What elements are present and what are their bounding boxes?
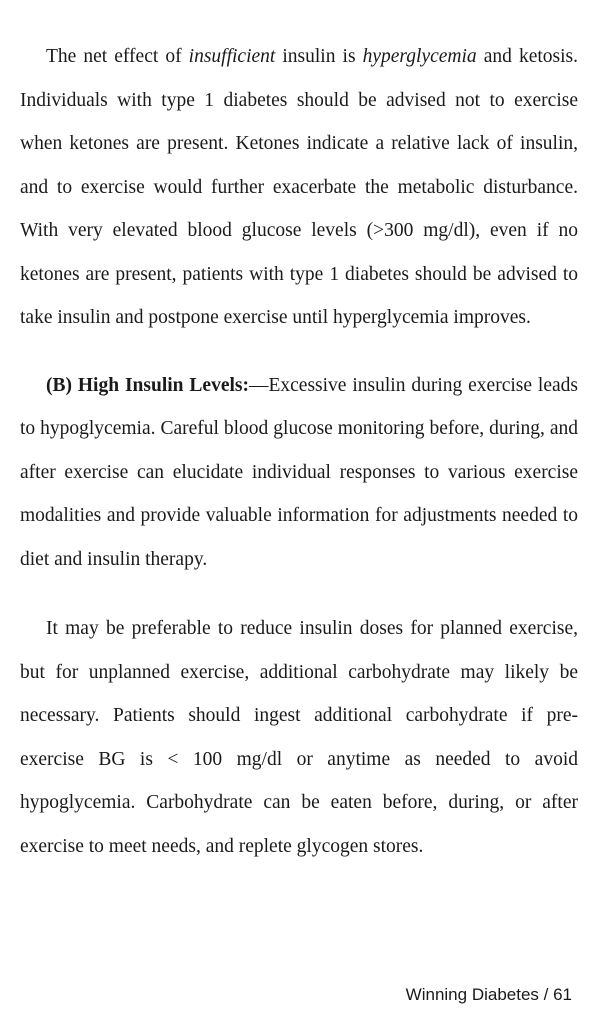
paragraph-reduce-insulin <box>20 607 578 868</box>
p3-text: It may be preferable to reduce insulin doses for planned exercise, but for unplanned exercise, additional carbohydrate may likely be necessary. Patients should ingest additional carbohydrate if pre-exercise BG is < 100 mg/dl or anytime as needed to avoid hypoglycemia. Carbohydrate can be eaten before, during, or after exercise to meet needs, and replete glycogen stores. <box>20 618 578 857</box>
paragraph-insufficient-insulin <box>20 35 578 340</box>
p1-text-1: The net effect of <box>46 46 189 67</box>
page-footer: Winning Diabetes / 61 <box>405 985 572 1004</box>
p1-emphasis-insufficient: insufficient <box>188 46 276 67</box>
p1-text-3: and ketosis. Individuals with type 1 diabetes should be advised not to exercise when ketones are present. Ketones indicate a relative lack of insulin, and to exercise would further exacerbate the metabolic disturbance. With very elevated blood glucose levels (>300 mg/dl), even if no ketones are present, patients with type 1 diabetes should be advised to take insulin and postpone exercise until hyperglycemia improves. <box>20 46 578 328</box>
p2-heading: (B) High Insulin Levels: <box>46 374 249 396</box>
p2-text: —Excessive insulin during exercise leads to hypoglycemia. Careful blood glucose monitoring before, during, and after exercise can elucidate individual responses to various exercise modalities and provide valuable information for adjustments needed to diet and insulin therapy. <box>20 374 578 570</box>
p1-emphasis-hyperglycemia: hyperglycemia <box>362 46 477 67</box>
paragraph-high-insulin <box>20 364 578 582</box>
page-body <box>20 35 578 868</box>
p1-text-2: insulin is <box>275 46 363 67</box>
